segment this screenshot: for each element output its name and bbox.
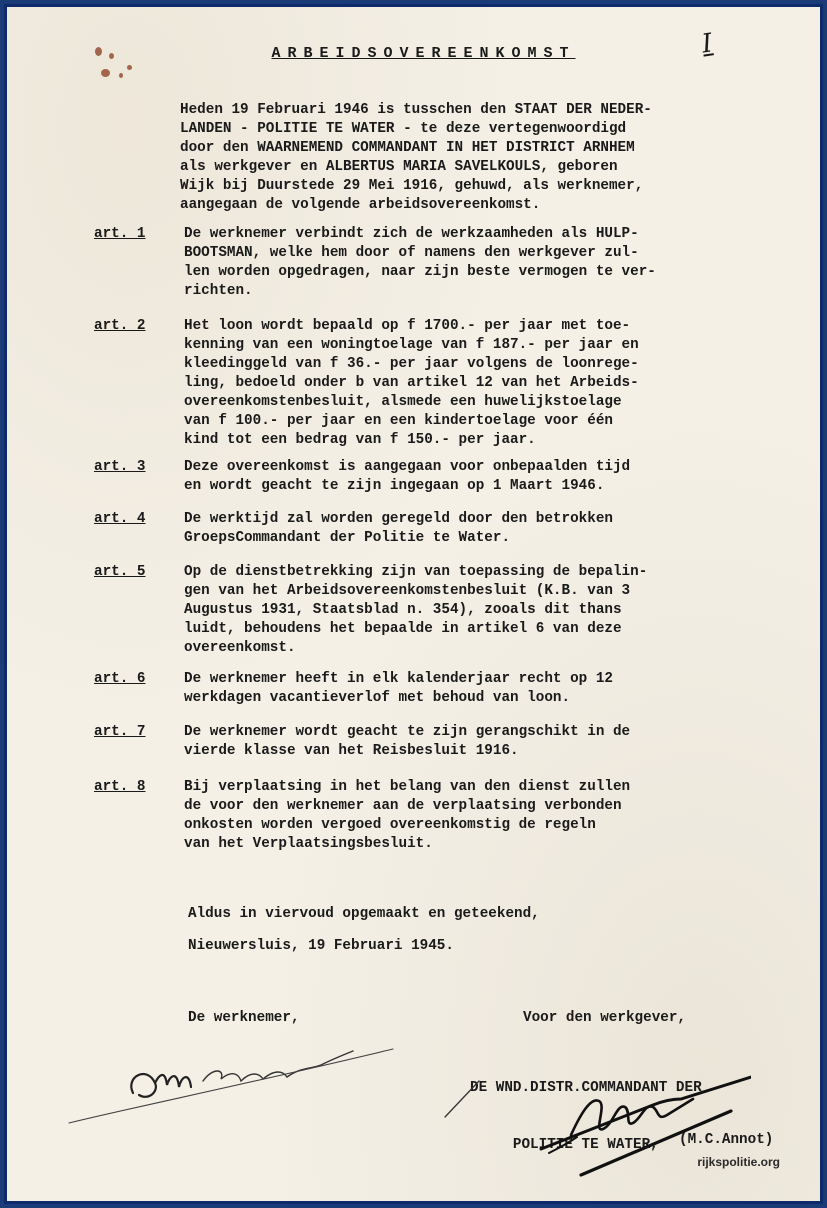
article-line: Bij verplaatsing in het belang van den dienst zullen	[184, 779, 631, 795]
article-line: Augustus 1931, Staatsblad n. 354), zooals dit thans	[184, 602, 622, 618]
article-line: De werknemer verbindt zich de werkzaamheden als HULP-	[184, 226, 639, 242]
article-label: art. 2	[94, 318, 146, 334]
article-text	[184, 458, 630, 496]
article-label: art. 1	[94, 226, 146, 242]
article-line: Het loon wordt bepaald op f 1700.- per jaar met toe-	[184, 318, 631, 334]
article-line: werkdagen vacantieverlof met behoud van loon.	[184, 690, 571, 706]
article-text	[184, 670, 613, 708]
article-line: onkosten worden vergoed overeenkomstig de regeln	[184, 817, 596, 833]
article-label: art. 6	[94, 671, 146, 687]
article-text	[184, 778, 630, 854]
employer-label: Voor den werkgever,	[523, 1010, 687, 1026]
intro-line: aangegaan de volgende arbeidsovereenkomst.	[180, 197, 541, 213]
article-text	[184, 723, 630, 761]
article-line: kleedinggeld van f 36.- per jaar volgens de loonrege-	[184, 356, 639, 372]
intro-line: als werkgever en ALBERTUS MARIA SAVELKOULS, geboren	[180, 159, 618, 175]
article-text	[184, 317, 639, 450]
closing-statement: Aldus in viervoud opgemaakt en geteekend,	[188, 906, 540, 922]
article-line: van f 100.- per jaar en een kindertoelage voor één	[184, 413, 613, 429]
commander-title-line-1: DE WND.DISTR.COMMANDANT DER	[470, 1080, 702, 1096]
article-label: art. 7	[94, 724, 146, 740]
document-title: ARBEIDSOVEREENKOMST	[271, 45, 576, 62]
place-date: Nieuwersluis, 19 Februari 1945.	[188, 938, 454, 954]
signatory-name: (M.C.Annot)	[679, 1132, 774, 1148]
article-line: Deze overeenkomst is aangegaan voor onbepaalden tijd	[184, 459, 631, 475]
article-line: overeenkomst.	[184, 640, 296, 656]
article-text	[184, 510, 613, 548]
intro-line: LANDEN - POLITIE TE WATER - te deze vertegenwoordigd	[180, 121, 627, 137]
commander-title-line-2: POLITIE TE WATER,	[512, 1137, 659, 1153]
document-paper	[7, 7, 820, 1201]
article-line: overeenkomstenbesluit, alsmede een huwelijkstoelage	[184, 394, 622, 410]
article-label: art. 8	[94, 779, 146, 795]
article-line: len worden opgedragen, naar zijn beste vermogen te ver-	[184, 264, 656, 280]
intro-paragraph	[180, 101, 652, 215]
article-line: ling, bedoeld onder b van artikel 12 van het Arbeids-	[184, 375, 639, 391]
watermark: rijkspolitie.org	[697, 1155, 780, 1169]
article-line: BOOTSMAN, welke hem door of namens den werkgever zul-	[184, 245, 639, 261]
article-line: vierde klasse van het Reisbesluit 1916.	[184, 743, 519, 759]
document-frame	[4, 4, 823, 1204]
article-line: De werktijd zal worden geregeld door den betrokken	[184, 511, 613, 527]
intro-line: door den WAARNEMEND COMMANDANT IN HET DISTRICT ARNHEM	[180, 140, 635, 156]
article-line: gen van het Arbeidsovereenkomstenbesluit (K.B. van 3	[184, 583, 631, 599]
article-line: van het Verplaatsingsbesluit.	[184, 836, 433, 852]
article-line: richten.	[184, 283, 253, 299]
article-line: luidt, behoudens het bepaalde in artikel 6 van deze	[184, 621, 622, 637]
article-label: art. 4	[94, 511, 146, 527]
employee-label: De werknemer,	[188, 1010, 300, 1026]
article-line: Op de dienstbetrekking zijn van toepassing de bepalin-	[184, 564, 648, 580]
article-line: De werknemer wordt geacht te zijn gerangschikt in de	[184, 724, 631, 740]
sheet-number: I	[699, 28, 715, 60]
article-text	[184, 225, 656, 301]
intro-line: Heden 19 Februari 1946 is tusschen den STAAT DER NEDER-	[180, 102, 652, 118]
article-line: kenning van een woningtoelage van f 187.- per jaar en	[184, 337, 639, 353]
intro-line: Wijk bij Duurstede 29 Mei 1916, gehuwd, als werknemer,	[180, 178, 644, 194]
employee-signature	[63, 1025, 403, 1135]
article-label: art. 5	[94, 564, 146, 580]
article-line: en wordt geacht te zijn ingegaan op 1 Maart 1946.	[184, 478, 605, 494]
article-line: De werknemer heeft in elk kalenderjaar recht op 12	[184, 671, 613, 687]
article-line: de voor den werknemer aan de verplaatsing verbonden	[184, 798, 622, 814]
article-label: art. 3	[94, 459, 146, 475]
article-line: GroepsCommandant der Politie te Water.	[184, 530, 511, 546]
article-text	[184, 563, 647, 658]
article-line: kind tot een bedrag van f 150.- per jaar.	[184, 432, 536, 448]
